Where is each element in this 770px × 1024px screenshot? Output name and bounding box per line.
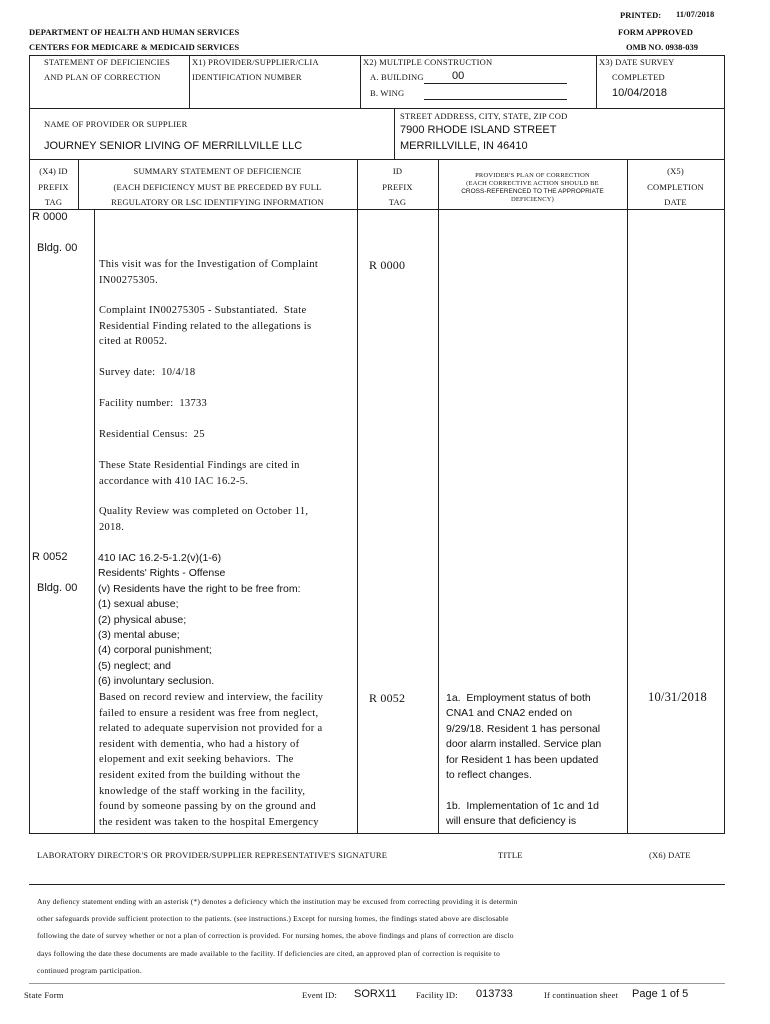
x5-header-2: COMPLETION xyxy=(647,182,704,192)
findings-text: These State Residential Findings are cited in accordance with 410 IAC 16.2-5. xyxy=(99,460,300,487)
event-id-label: Event ID: xyxy=(302,990,338,1000)
id-header-2: PREFIX xyxy=(382,182,413,192)
building-value: 00 xyxy=(452,70,465,82)
statement-label-1: STATEMENT OF DEFICIENCIES xyxy=(44,57,171,67)
r0052-right-tag: R 0052 xyxy=(369,691,406,705)
street-address-label: STREET ADDRESS, CITY, STATE, ZIP COD xyxy=(400,111,568,121)
regulation-text: 410 IAC 16.2-5-1.2(v)(1-6) Residents' Rights - Offense (v) Residents have the right to be free from: (1) sexual abuse; (2) physical abuse; (3) mental abuse; (4) corporal punishment; (5) neglect; and (6) involuntary seclusion. xyxy=(98,552,301,688)
provider-id-label-1: X1) PROVIDER/SUPPLIER/CLIA xyxy=(192,57,319,67)
survey-date-value: 10/04/2018 xyxy=(612,87,668,99)
wing-label: B. WING xyxy=(370,88,405,98)
x5-header-1: (X5) xyxy=(667,166,684,176)
centers-name: CENTERS FOR MEDICARE & MEDICAID SERVICES xyxy=(29,42,240,52)
r0052-tag: R 0052 xyxy=(32,551,68,563)
continuation-label: If continuation sheet xyxy=(544,990,619,1000)
x4-header-3: TAG xyxy=(44,197,63,207)
summary-header-2: (EACH DEFICIENCY MUST BE PRECEDED BY FULL xyxy=(113,182,322,192)
r0000-tag: R 0000 xyxy=(32,211,68,223)
address-line-2: MERRILLVILLE, IN 46410 xyxy=(400,140,528,152)
plan-header-1: PROVIDER'S PLAN OF CORRECTION xyxy=(475,172,590,179)
facility-id-label: Facility ID: xyxy=(416,990,458,1000)
address-line-1: 7900 RHODE ISLAND STREET xyxy=(400,124,557,136)
r0000-right-tag: R 0000 xyxy=(369,258,406,272)
form-approved: FORM APPROVED xyxy=(618,27,693,37)
id-header-3: TAG xyxy=(388,197,407,207)
facility-number-text: Facility number: 13733 xyxy=(99,398,208,409)
summary-header-3: REGULATORY OR LSC IDENTIFYING INFORMATION xyxy=(111,197,324,207)
complaint-text: Complaint IN00275305 - Substantiated. State Residential Finding related to the allegations is cited at R0052. xyxy=(99,305,312,348)
completion-date: 10/31/2018 xyxy=(648,690,707,704)
facility-id-value: 013733 xyxy=(476,988,513,1000)
provider-id-label-2: IDENTIFICATION NUMBER xyxy=(192,72,302,82)
id-header-1: ID xyxy=(392,166,403,176)
provider-name-label: NAME OF PROVIDER OR SUPPLIER xyxy=(44,119,188,129)
department-name: DEPARTMENT OF HEALTH AND HUMAN SERVICES xyxy=(29,27,240,37)
survey-date-text: Survey date: 10/4/18 xyxy=(99,367,196,378)
visit-text: This visit was for the Investigation of Complaint IN00275305. xyxy=(99,259,319,286)
completed-label: COMPLETED xyxy=(612,72,665,82)
r0052-bldg: Bldg. 00 xyxy=(37,582,78,594)
plan-header-2: (EACH CORRECTIVE ACTION SHOULD BE xyxy=(466,180,599,187)
x6-date-label: (X6) DATE xyxy=(649,850,691,860)
census-text: Residential Census: 25 xyxy=(99,429,205,440)
r0000-bldg: Bldg. 00 xyxy=(37,242,78,254)
title-label: TITLE xyxy=(498,850,523,860)
disclaimer-text: Any defiency statement ending with an asterisk (*) denotes a deficiency which the institution may be excused from correcting providing it is determin other safeguards provide sufficient protection to the patients. (see instructions.) Except for nursing homes, the findings stated above are disclosable following the date of survey whether or not a plan of correction is provided. For nursing homes, the above findings and plans of correction are disclo days following the date these documents are made available to the facility. If deficiencies are cited, an approved plan of correction is requisite to continued program participation. xyxy=(37,897,518,975)
x4-header-2: PREFIX xyxy=(38,182,69,192)
building-label: A. BUILDING xyxy=(370,72,424,82)
x4-header-1: (X4) ID xyxy=(39,166,68,176)
director-signature-label: LABORATORY DIRECTOR'S OR PROVIDER/SUPPLIER REPRESENTATIVE'S SIGNATURE xyxy=(37,850,388,860)
printed-label: PRINTED: xyxy=(620,10,662,20)
provider-name-value: JOURNEY SENIOR LIVING OF MERRILLVILLE LLC xyxy=(44,140,303,152)
plan-header-3: CROSS-REFERENCED TO THE APPROPRIATE xyxy=(461,188,604,195)
state-form-label: State Form xyxy=(24,990,64,1000)
printed-date: 11/07/2018 xyxy=(676,9,715,19)
plan-header-4: DEFICIENCY) xyxy=(510,196,554,203)
summary-header-1: SUMMARY STATEMENT OF DEFICIENCIE xyxy=(133,166,302,176)
plan-1b-text: 1b. Implementation of 1c and 1d will ensure that deficiency is xyxy=(446,800,599,828)
finding-text: Based on record review and interview, the facility failed to ensure a resident was free from neglect, related to adequate supervision not provided for a resident with dementia, who had a history of elopement and exit seeking behaviors. The resident exited from the building without the knowledge of the staff working in the facility, found by someone passing by on the ground and the resident was taken to the hospital Emergency xyxy=(99,692,324,828)
date-survey-label: X3) DATE SURVEY xyxy=(599,57,675,67)
quality-review-text: Quality Review was completed on October 11, 2018. xyxy=(99,506,309,533)
plan-1a-text: 1a. Employment status of both CNA1 and CNA2 ended on 9/29/18. Resident 1 has personal door alarm installed. Service plan for Resident 1 has been updated to reflect changes. xyxy=(446,692,602,782)
statement-label-2: AND PLAN OF CORRECTION xyxy=(44,72,161,82)
multiple-construction-label: X2) MULTIPLE CONSTRUCTION xyxy=(363,57,493,67)
x5-header-3: DATE xyxy=(664,197,687,207)
omb-number: OMB NO. 0938-039 xyxy=(626,42,699,52)
page-number: Page 1 of 5 xyxy=(632,988,689,1000)
event-id-value: SORX11 xyxy=(354,988,397,1000)
